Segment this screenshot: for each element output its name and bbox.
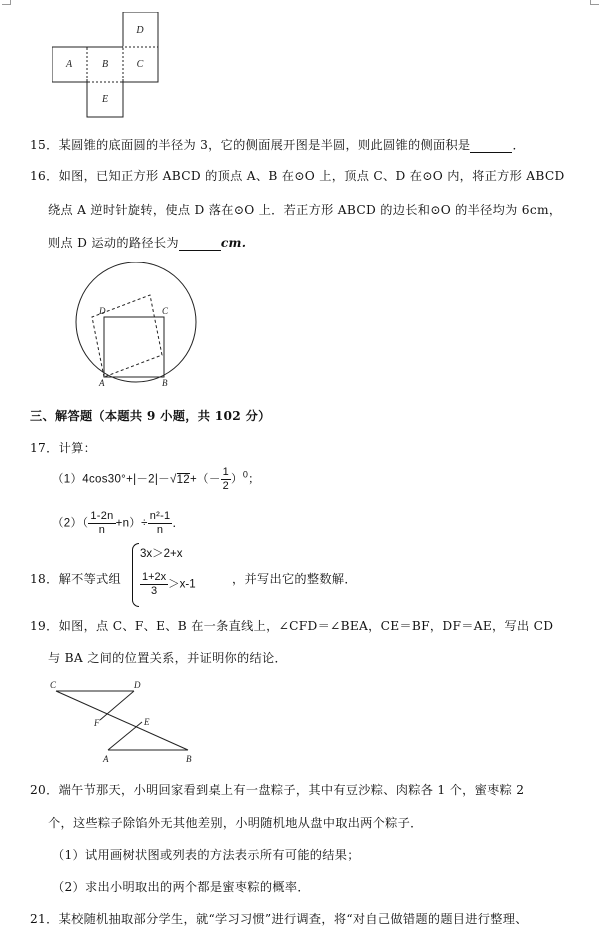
q17-p1-d: ；: [248, 473, 260, 486]
sqrt-sign: √: [169, 473, 177, 486]
lines-label-d: D: [134, 680, 141, 690]
inequality-1: 3x＞2+x: [140, 548, 183, 560]
ineq2-den: 3: [151, 585, 158, 597]
net-label-a: A: [65, 59, 73, 70]
question-21-line1: 21．某校随机抽取部分学生，就“学习习惯”进行调查，将“对自己做错题的题目进行整理、: [30, 912, 528, 926]
question-16-line3: [48, 234, 246, 251]
question-17-label: 17．计算：: [30, 441, 97, 455]
question-20-line1: 20．端午节那天，小明回家看到桌上有一盘粽子，其中有豆沙粽、肉粽各 1 个，蜜枣粽 2: [30, 783, 525, 797]
system-brace: [132, 543, 139, 607]
q17-p1-sqrt: 12: [176, 473, 190, 486]
question-20-part2: （2）求出小明取出的两个都是蜜枣粽的概率．: [52, 880, 310, 894]
net-label-e: E: [101, 94, 109, 105]
q17-p1-fraction: [221, 466, 231, 493]
q17-p1-exp: 0: [242, 469, 249, 480]
q17-p2-fraction1: [88, 510, 115, 537]
net-label-c: C: [136, 59, 144, 70]
q17-p1-b: +（－: [190, 473, 221, 486]
q16-unit: cm.: [220, 236, 247, 250]
q16-answer-blank: [179, 236, 221, 251]
circle-label-d: D: [99, 306, 106, 316]
circle-label-a: A: [99, 378, 105, 388]
page-corner-mark-right: [590, 0, 599, 5]
q17-p2-den1: n: [98, 524, 106, 536]
inequality-2: [140, 571, 196, 598]
q17-p2-b: +n）÷: [115, 517, 148, 530]
section-3-heading: 三、解答题（本题共 9 小题，共 102 分）: [30, 409, 271, 423]
q16-line3-text: 则点 D 运动的路径长为: [48, 236, 179, 250]
circle-label-b: B: [162, 378, 168, 388]
q17-p2-fraction2: [148, 510, 173, 537]
q17-p2-a: （2）（: [52, 517, 89, 530]
question-16-line1: 16．如图，已知正方形 ABCD 的顶点 A、B 在⊙O 上，顶点 C、D 在⊙O 内，将正方形 ABCD: [30, 169, 565, 183]
question-19-line1: 19．如图，点 C、F、E、B 在一条直线上，∠CFD＝∠BEA，CE＝BF，DF＝AE，写出 CD: [30, 619, 554, 633]
question-20-line2: 个，这些粽子除馅外无其他差别，小明随机地从盘中取出两个粽子．: [48, 816, 423, 830]
question-18-label: 18．解不等式组: [30, 572, 122, 586]
ineq2-num: 1+2x: [142, 571, 167, 583]
net-label-b: B: [101, 59, 109, 70]
lines-label-e: E: [144, 717, 150, 727]
q15-tail: ．: [512, 138, 525, 152]
q17-p1-den: 2: [222, 480, 230, 492]
q15-answer-blank: [470, 138, 512, 153]
question-15: [30, 136, 525, 153]
q17-p1-a: （1）4cos30°+|－2|－: [52, 473, 170, 486]
lines-label-b: B: [186, 754, 192, 764]
q17-p2-num2: n²-1: [149, 510, 171, 522]
lines-label-c: C: [50, 680, 57, 690]
cube-net-figure: [52, 12, 160, 120]
q17-p1-num: 1: [222, 466, 230, 478]
lines-label-a: A: [103, 754, 109, 764]
question-19-line2: 与 BA 之间的位置关系，并证明你的结论．: [48, 651, 287, 665]
circle-square-figure: [72, 262, 202, 390]
parallel-lines-figure: [46, 678, 196, 766]
lines-label-f: F: [94, 718, 100, 728]
q17-p2-num1: 1-2n: [90, 510, 114, 522]
inequality-system: [132, 543, 222, 609]
question-17-part2: [52, 510, 184, 537]
ineq2-fraction: [140, 571, 168, 598]
page-corner-mark-left: [2, 0, 11, 5]
q17-p2-den2: n: [156, 524, 164, 536]
ineq2-rest: ＞x-1: [168, 578, 196, 591]
question-20-part1: （1）试用画树状图或列表的方法表示所有可能的结果；: [52, 848, 360, 862]
net-label-d: D: [136, 25, 144, 36]
q15-text: 15．某圆锥的底面圆的半径为 3，它的侧面展开图是半圆，则此圆锥的侧面积是: [30, 138, 471, 152]
question-17-part1: [52, 466, 260, 493]
question-16-line2: 绕点 A 逆时针旋转，使点 D 落在⊙O 上．若正方形 ABCD 的边长和⊙O 的半径均为 6cm，: [48, 203, 562, 217]
q17-p2-c: ．: [172, 517, 185, 530]
q17-p1-c: ）: [231, 473, 243, 486]
question-18-tail: ，并写出它的整数解．: [232, 572, 357, 586]
circle-label-c: C: [162, 306, 169, 316]
